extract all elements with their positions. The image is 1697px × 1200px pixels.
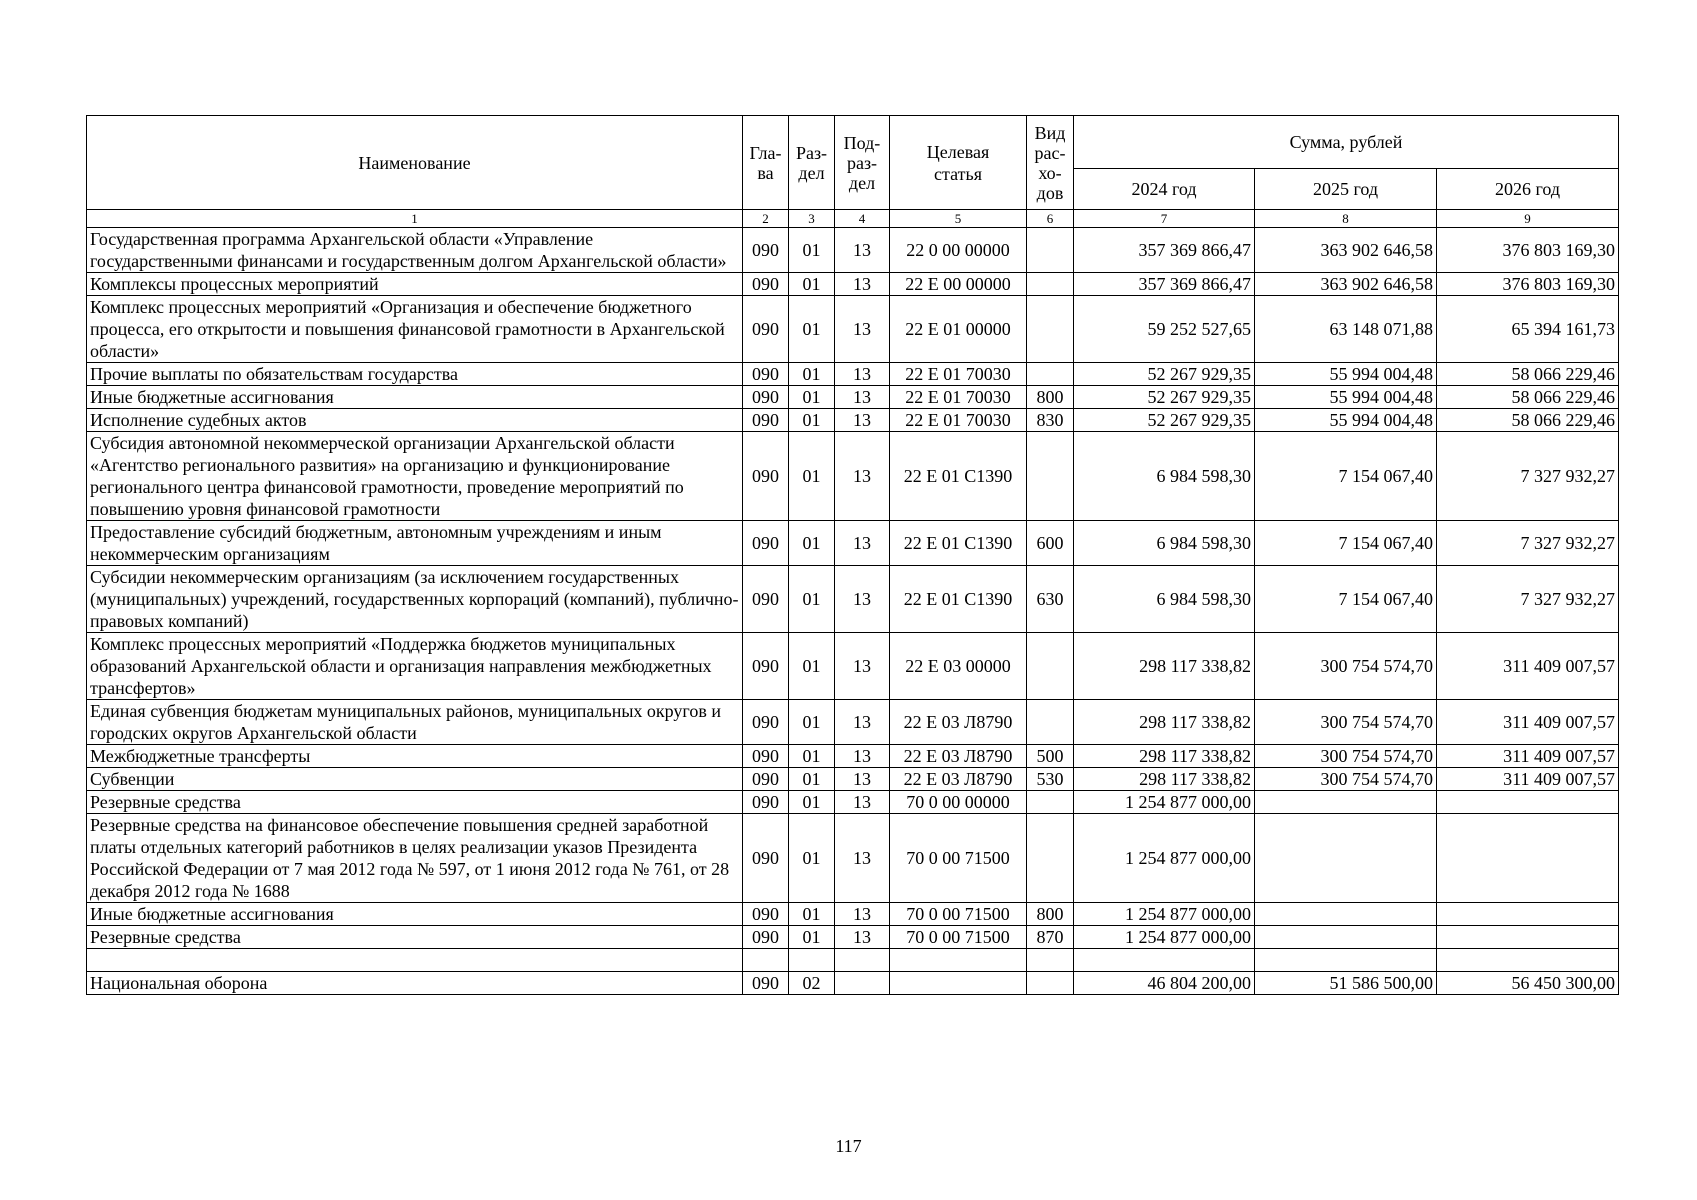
- row-razdel-cell: 02: [789, 972, 835, 995]
- row-razdel-cell: 01: [789, 273, 835, 296]
- row-tselevaya-cell: [890, 972, 1027, 995]
- row-razdel-cell: 01: [789, 432, 835, 521]
- row-vid-cell: [1027, 363, 1074, 386]
- row-podrazdel-cell: 13: [835, 296, 890, 363]
- row-sum-2025-cell: 300 754 574,70: [1255, 745, 1437, 768]
- row-tselevaya-cell: 70 0 00 71500: [890, 926, 1027, 949]
- row-podrazdel-cell: 13: [835, 409, 890, 432]
- table-row: [87, 949, 1619, 972]
- row-sum-2025-cell: 300 754 574,70: [1255, 700, 1437, 745]
- row-name-cell: Национальная оборона: [87, 972, 743, 995]
- row-tselevaya-cell: 22 Е 01 70030: [890, 386, 1027, 409]
- row-podrazdel-cell: 13: [835, 700, 890, 745]
- row-vid-cell: 870: [1027, 926, 1074, 949]
- row-razdel-cell: 01: [789, 296, 835, 363]
- row-sum-2026-cell: 65 394 161,73: [1437, 296, 1619, 363]
- header-tselevaya: Целевая статья: [890, 116, 1027, 210]
- table-body: [87, 228, 1619, 995]
- row-sum-2025-cell: [1255, 903, 1437, 926]
- row-tselevaya-cell: 22 Е 03 00000: [890, 633, 1027, 700]
- budget-table: [86, 115, 1619, 995]
- table-row: [87, 903, 1619, 926]
- row-vid-cell: 830: [1027, 409, 1074, 432]
- row-glava-cell: 090: [743, 926, 789, 949]
- table-row: [87, 228, 1619, 273]
- row-vid-cell: 530: [1027, 768, 1074, 791]
- column-number: 2: [743, 210, 789, 228]
- row-sum-2026-cell: [1437, 791, 1619, 814]
- table-row: [87, 432, 1619, 521]
- row-tselevaya-cell: [890, 949, 1027, 972]
- row-tselevaya-cell: 22 Е 01 С1390: [890, 566, 1027, 633]
- column-number: 8: [1255, 210, 1437, 228]
- row-sum-2024-cell: [1074, 949, 1255, 972]
- table-header: [87, 116, 1619, 228]
- row-vid-cell: [1027, 633, 1074, 700]
- row-name-cell: Резервные средства: [87, 926, 743, 949]
- header-summa: Сумма, рублей: [1074, 116, 1619, 169]
- row-vid-cell: [1027, 700, 1074, 745]
- row-glava-cell: 090: [743, 768, 789, 791]
- row-sum-2026-cell: 311 409 007,57: [1437, 768, 1619, 791]
- column-number: 1: [87, 210, 743, 228]
- row-sum-2025-cell: [1255, 814, 1437, 903]
- row-glava-cell: 090: [743, 700, 789, 745]
- row-glava-cell: 090: [743, 633, 789, 700]
- row-razdel-cell: 01: [789, 386, 835, 409]
- row-vid-cell: [1027, 972, 1074, 995]
- row-sum-2025-cell: 363 902 646,58: [1255, 228, 1437, 273]
- row-podrazdel-cell: 13: [835, 521, 890, 566]
- row-tselevaya-cell: 22 Е 03 Л8790: [890, 768, 1027, 791]
- row-razdel-cell: [789, 949, 835, 972]
- row-sum-2026-cell: 58 066 229,46: [1437, 363, 1619, 386]
- row-name-cell: Исполнение судебных актов: [87, 409, 743, 432]
- row-sum-2026-cell: 376 803 169,30: [1437, 273, 1619, 296]
- row-podrazdel-cell: 13: [835, 363, 890, 386]
- row-sum-2026-cell: 376 803 169,30: [1437, 228, 1619, 273]
- row-name-cell: Резервные средства: [87, 791, 743, 814]
- row-vid-cell: [1027, 296, 1074, 363]
- table-row: [87, 768, 1619, 791]
- header-name: Наименование: [87, 116, 743, 210]
- row-glava-cell: [743, 949, 789, 972]
- header-vid: Вид рас- хо- дов: [1027, 116, 1074, 210]
- row-sum-2024-cell: 52 267 929,35: [1074, 363, 1255, 386]
- row-sum-2024-cell: 357 369 866,47: [1074, 228, 1255, 273]
- row-tselevaya-cell: 22 Е 00 00000: [890, 273, 1027, 296]
- table-row: [87, 386, 1619, 409]
- row-razdel-cell: 01: [789, 745, 835, 768]
- row-name-cell: Прочие выплаты по обязательствам государства: [87, 363, 743, 386]
- row-sum-2025-cell: 300 754 574,70: [1255, 633, 1437, 700]
- row-vid-cell: 500: [1027, 745, 1074, 768]
- row-name-cell: Резервные средства на финансовое обеспечение повышения средней заработной платы отдельных категорий работников в целях реализации указов Президента Российской Федерации от 7 мая 2012 года № 597, от 1 июня 2012 года № 761, от 28 декабря 2012 года № 1688: [87, 814, 743, 903]
- row-sum-2026-cell: 311 409 007,57: [1437, 633, 1619, 700]
- row-sum-2024-cell: 298 117 338,82: [1074, 633, 1255, 700]
- row-sum-2026-cell: 56 450 300,00: [1437, 972, 1619, 995]
- row-sum-2026-cell: 311 409 007,57: [1437, 745, 1619, 768]
- row-name-cell: Комплексы процессных мероприятий: [87, 273, 743, 296]
- row-tselevaya-cell: 22 Е 01 С1390: [890, 432, 1027, 521]
- row-sum-2026-cell: [1437, 903, 1619, 926]
- row-sum-2024-cell: 357 369 866,47: [1074, 273, 1255, 296]
- header-year-2026: 2026 год: [1437, 169, 1619, 210]
- row-tselevaya-cell: 22 Е 01 00000: [890, 296, 1027, 363]
- row-name-cell: Субсидии некоммерческим организациям (за исключением государственных (муниципальных) учреждений, государственных корпораций (компаний), публично-правовых компаний): [87, 566, 743, 633]
- row-vid-cell: [1027, 432, 1074, 521]
- row-name-cell: Субсидия автономной некоммерческой организации Архангельской области «Агентство регионального развития» на организацию и функционирование регионального центра финансовой грамотности, проведение мероприятий по повышению уровня финансовой грамотности: [87, 432, 743, 521]
- table-row: [87, 633, 1619, 700]
- table-row: [87, 972, 1619, 995]
- row-razdel-cell: 01: [789, 768, 835, 791]
- header-podrazdel: Под- раз- дел: [835, 116, 890, 210]
- row-tselevaya-cell: 22 Е 01 С1390: [890, 521, 1027, 566]
- header-year-2024: 2024 год: [1074, 169, 1255, 210]
- page-number: 117: [835, 1136, 862, 1156]
- row-glava-cell: 090: [743, 409, 789, 432]
- row-glava-cell: 090: [743, 791, 789, 814]
- row-sum-2024-cell: 46 804 200,00: [1074, 972, 1255, 995]
- table-row: [87, 363, 1619, 386]
- row-glava-cell: 090: [743, 745, 789, 768]
- row-razdel-cell: 01: [789, 633, 835, 700]
- row-sum-2024-cell: 6 984 598,30: [1074, 566, 1255, 633]
- column-number: 5: [890, 210, 1027, 228]
- row-razdel-cell: 01: [789, 566, 835, 633]
- row-glava-cell: 090: [743, 273, 789, 296]
- row-tselevaya-cell: 70 0 00 00000: [890, 791, 1027, 814]
- row-podrazdel-cell: 13: [835, 814, 890, 903]
- row-glava-cell: 090: [743, 972, 789, 995]
- row-tselevaya-cell: 22 Е 01 70030: [890, 409, 1027, 432]
- row-podrazdel-cell: 13: [835, 633, 890, 700]
- row-razdel-cell: 01: [789, 791, 835, 814]
- row-sum-2024-cell: 1 254 877 000,00: [1074, 903, 1255, 926]
- row-podrazdel-cell: 13: [835, 791, 890, 814]
- row-podrazdel-cell: 13: [835, 768, 890, 791]
- row-vid-cell: [1027, 228, 1074, 273]
- row-glava-cell: 090: [743, 814, 789, 903]
- row-tselevaya-cell: 70 0 00 71500: [890, 903, 1027, 926]
- row-sum-2026-cell: 58 066 229,46: [1437, 409, 1619, 432]
- table-row: [87, 273, 1619, 296]
- row-sum-2025-cell: 63 148 071,88: [1255, 296, 1437, 363]
- table-row: [87, 409, 1619, 432]
- table-row: [87, 814, 1619, 903]
- column-number: 3: [789, 210, 835, 228]
- row-podrazdel-cell: 13: [835, 926, 890, 949]
- table-row: [87, 926, 1619, 949]
- row-sum-2025-cell: [1255, 926, 1437, 949]
- row-sum-2024-cell: 298 117 338,82: [1074, 700, 1255, 745]
- row-sum-2025-cell: 300 754 574,70: [1255, 768, 1437, 791]
- row-tselevaya-cell: 22 Е 03 Л8790: [890, 700, 1027, 745]
- row-glava-cell: 090: [743, 566, 789, 633]
- row-podrazdel-cell: 13: [835, 228, 890, 273]
- row-sum-2025-cell: 7 154 067,40: [1255, 566, 1437, 633]
- row-vid-cell: [1027, 273, 1074, 296]
- row-sum-2025-cell: 363 902 646,58: [1255, 273, 1437, 296]
- row-sum-2024-cell: 52 267 929,35: [1074, 409, 1255, 432]
- row-name-cell: Субвенции: [87, 768, 743, 791]
- row-sum-2025-cell: 51 586 500,00: [1255, 972, 1437, 995]
- row-glava-cell: 090: [743, 386, 789, 409]
- row-sum-2026-cell: [1437, 926, 1619, 949]
- row-podrazdel-cell: [835, 972, 890, 995]
- row-vid-cell: 630: [1027, 566, 1074, 633]
- row-glava-cell: 090: [743, 228, 789, 273]
- row-podrazdel-cell: [835, 949, 890, 972]
- row-sum-2025-cell: 7 154 067,40: [1255, 521, 1437, 566]
- row-tselevaya-cell: 22 Е 01 70030: [890, 363, 1027, 386]
- row-name-cell: Единая субвенция бюджетам муниципальных районов, муниципальных округов и городских округов Архангельской области: [87, 700, 743, 745]
- row-name-cell: Иные бюджетные ассигнования: [87, 386, 743, 409]
- row-sum-2026-cell: 7 327 932,27: [1437, 521, 1619, 566]
- row-tselevaya-cell: 22 0 00 00000: [890, 228, 1027, 273]
- row-glava-cell: 090: [743, 903, 789, 926]
- table-row: [87, 566, 1619, 633]
- row-sum-2026-cell: 7 327 932,27: [1437, 566, 1619, 633]
- row-tselevaya-cell: 22 Е 03 Л8790: [890, 745, 1027, 768]
- row-sum-2024-cell: 1 254 877 000,00: [1074, 791, 1255, 814]
- table-row: [87, 791, 1619, 814]
- row-vid-cell: [1027, 791, 1074, 814]
- row-glava-cell: 090: [743, 521, 789, 566]
- row-razdel-cell: 01: [789, 814, 835, 903]
- row-sum-2026-cell: 7 327 932,27: [1437, 432, 1619, 521]
- table-row: [87, 700, 1619, 745]
- row-sum-2026-cell: 58 066 229,46: [1437, 386, 1619, 409]
- row-podrazdel-cell: 13: [835, 903, 890, 926]
- row-sum-2026-cell: 311 409 007,57: [1437, 700, 1619, 745]
- row-razdel-cell: 01: [789, 700, 835, 745]
- row-sum-2025-cell: 55 994 004,48: [1255, 386, 1437, 409]
- row-name-cell: [87, 949, 743, 972]
- row-razdel-cell: 01: [789, 409, 835, 432]
- row-glava-cell: 090: [743, 296, 789, 363]
- row-sum-2024-cell: 52 267 929,35: [1074, 386, 1255, 409]
- column-number: 4: [835, 210, 890, 228]
- row-sum-2025-cell: 55 994 004,48: [1255, 409, 1437, 432]
- row-podrazdel-cell: 13: [835, 745, 890, 768]
- row-name-cell: Государственная программа Архангельской области «Управление государственными финансами и государственным долгом Архангельской области»: [87, 228, 743, 273]
- row-name-cell: Межбюджетные трансферты: [87, 745, 743, 768]
- row-name-cell: Комплекс процессных мероприятий «Организация и обеспечение бюджетного процесса, его открытости и повышения финансовой грамотности в Архангельской области»: [87, 296, 743, 363]
- row-sum-2024-cell: 298 117 338,82: [1074, 745, 1255, 768]
- row-razdel-cell: 01: [789, 521, 835, 566]
- row-sum-2024-cell: 6 984 598,30: [1074, 521, 1255, 566]
- header-razdel: Раз- дел: [789, 116, 835, 210]
- row-sum-2025-cell: [1255, 791, 1437, 814]
- row-razdel-cell: 01: [789, 363, 835, 386]
- row-vid-cell: 800: [1027, 903, 1074, 926]
- row-sum-2024-cell: 298 117 338,82: [1074, 768, 1255, 791]
- row-podrazdel-cell: 13: [835, 273, 890, 296]
- row-sum-2024-cell: 1 254 877 000,00: [1074, 814, 1255, 903]
- row-sum-2024-cell: 6 984 598,30: [1074, 432, 1255, 521]
- row-vid-cell: 800: [1027, 386, 1074, 409]
- row-podrazdel-cell: 13: [835, 386, 890, 409]
- row-vid-cell: [1027, 814, 1074, 903]
- header-year-2025: 2025 год: [1255, 169, 1437, 210]
- row-sum-2026-cell: [1437, 814, 1619, 903]
- row-name-cell: Предоставление субсидий бюджетным, автономным учреждениям и иным некоммерческим организациям: [87, 521, 743, 566]
- row-razdel-cell: 01: [789, 926, 835, 949]
- table-row: [87, 745, 1619, 768]
- column-number: 9: [1437, 210, 1619, 228]
- row-podrazdel-cell: 13: [835, 432, 890, 521]
- row-name-cell: Комплекс процессных мероприятий «Поддержка бюджетов муниципальных образований Архангельской области и организация направления межбюджетных трансфертов»: [87, 633, 743, 700]
- row-sum-2026-cell: [1437, 949, 1619, 972]
- row-sum-2025-cell: 55 994 004,48: [1255, 363, 1437, 386]
- row-tselevaya-cell: 70 0 00 71500: [890, 814, 1027, 903]
- row-glava-cell: 090: [743, 432, 789, 521]
- row-sum-2024-cell: 59 252 527,65: [1074, 296, 1255, 363]
- header-glava: Гла- ва: [743, 116, 789, 210]
- column-number: 7: [1074, 210, 1255, 228]
- row-glava-cell: 090: [743, 363, 789, 386]
- row-razdel-cell: 01: [789, 903, 835, 926]
- row-vid-cell: [1027, 949, 1074, 972]
- row-razdel-cell: 01: [789, 228, 835, 273]
- row-name-cell: Иные бюджетные ассигнования: [87, 903, 743, 926]
- column-numbers-row: [87, 210, 1619, 228]
- row-podrazdel-cell: 13: [835, 566, 890, 633]
- row-sum-2025-cell: 7 154 067,40: [1255, 432, 1437, 521]
- table-row: [87, 296, 1619, 363]
- table-row: [87, 521, 1619, 566]
- row-sum-2025-cell: [1255, 949, 1437, 972]
- row-vid-cell: 600: [1027, 521, 1074, 566]
- column-number: 6: [1027, 210, 1074, 228]
- row-sum-2024-cell: 1 254 877 000,00: [1074, 926, 1255, 949]
